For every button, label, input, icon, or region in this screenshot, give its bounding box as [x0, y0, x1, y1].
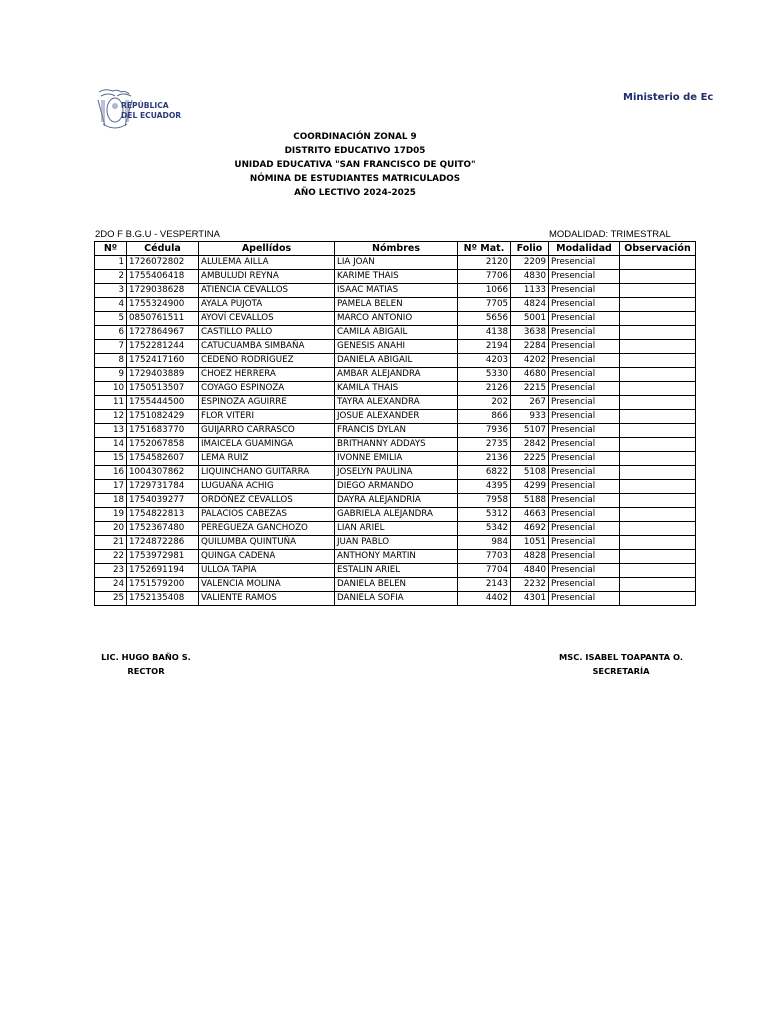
row-enrollment: 2735	[458, 438, 511, 452]
row-surnames: VALIENTE RAMOS	[199, 592, 335, 606]
row-enrollment: 2143	[458, 578, 511, 592]
row-folio: 1051	[511, 536, 549, 550]
row-surnames: FLOR VITERI	[199, 410, 335, 424]
row-number: 6	[95, 326, 127, 340]
row-id: 1751683770	[127, 424, 199, 438]
row-enrollment: 5312	[458, 508, 511, 522]
row-number: 19	[95, 508, 127, 522]
row-modality: Presencial	[549, 312, 620, 326]
row-number: 10	[95, 382, 127, 396]
row-number: 24	[95, 578, 127, 592]
row-folio: 4824	[511, 298, 549, 312]
row-surnames: QUILUMBA QUINTUÑA	[199, 536, 335, 550]
row-number: 23	[95, 564, 127, 578]
row-observation	[620, 256, 696, 270]
table-row	[95, 340, 696, 354]
row-surnames: LEMA RUIZ	[199, 452, 335, 466]
row-folio: 2215	[511, 382, 549, 396]
row-enrollment: 2120	[458, 256, 511, 270]
logo-line-1: REPÚBLICA	[121, 101, 169, 110]
row-folio: 4830	[511, 270, 549, 284]
row-number: 21	[95, 536, 127, 550]
row-observation	[620, 578, 696, 592]
row-modality: Presencial	[549, 410, 620, 424]
row-names: LIAN ARIEL	[335, 522, 458, 536]
row-number: 8	[95, 354, 127, 368]
row-folio: 933	[511, 410, 549, 424]
row-surnames: CASTILLO PALLO	[199, 326, 335, 340]
table-row	[95, 270, 696, 284]
row-observation	[620, 536, 696, 550]
row-names: JUAN PABLO	[335, 536, 458, 550]
col-header-modality: Modalidad	[549, 242, 620, 256]
row-observation	[620, 452, 696, 466]
row-modality: Presencial	[549, 438, 620, 452]
row-enrollment: 7936	[458, 424, 511, 438]
row-surnames: ESPINOZA AGUIRRE	[199, 396, 335, 410]
row-observation	[620, 312, 696, 326]
row-folio: 267	[511, 396, 549, 410]
row-enrollment: 984	[458, 536, 511, 550]
row-folio: 2232	[511, 578, 549, 592]
row-observation	[620, 494, 696, 508]
row-observation	[620, 480, 696, 494]
secretary-name: MSC. ISABEL TOAPANTA O.	[559, 652, 683, 662]
col-header-folio: Folio	[511, 242, 549, 256]
row-number: 16	[95, 466, 127, 480]
row-id: 1750513507	[127, 382, 199, 396]
row-observation	[620, 326, 696, 340]
row-id: 1754039277	[127, 494, 199, 508]
signature-rector	[96, 650, 196, 678]
row-modality: Presencial	[549, 396, 620, 410]
row-names: ANTHONY MARTIN	[335, 550, 458, 564]
row-surnames: VALENCIA MOLINA	[199, 578, 335, 592]
row-folio: 4663	[511, 508, 549, 522]
row-enrollment: 1066	[458, 284, 511, 298]
row-number: 5	[95, 312, 127, 326]
row-number: 2	[95, 270, 127, 284]
row-modality: Presencial	[549, 256, 620, 270]
modality-label: MODALIDAD: TRIMESTRAL	[549, 229, 671, 240]
row-id: 1752067858	[127, 438, 199, 452]
row-modality: Presencial	[549, 284, 620, 298]
row-names: DANIELA BELEN	[335, 578, 458, 592]
row-enrollment: 2136	[458, 452, 511, 466]
row-id: 1752281244	[127, 340, 199, 354]
row-enrollment: 5656	[458, 312, 511, 326]
row-enrollment: 7958	[458, 494, 511, 508]
table-row	[95, 382, 696, 396]
row-id: 1754582607	[127, 452, 199, 466]
row-modality: Presencial	[549, 340, 620, 354]
row-enrollment: 5342	[458, 522, 511, 536]
table-header-row	[95, 242, 696, 256]
col-header-surnames: Apellídos	[199, 242, 335, 256]
col-header-observation: Observación	[620, 242, 696, 256]
row-observation	[620, 564, 696, 578]
table-row	[95, 578, 696, 592]
col-header-number: Nº	[95, 242, 127, 256]
row-enrollment: 7703	[458, 550, 511, 564]
row-number: 22	[95, 550, 127, 564]
table-row	[95, 438, 696, 452]
row-id: 1004307862	[127, 466, 199, 480]
row-modality: Presencial	[549, 424, 620, 438]
row-folio: 4680	[511, 368, 549, 382]
table-row	[95, 494, 696, 508]
row-modality: Presencial	[549, 354, 620, 368]
row-enrollment: 2194	[458, 340, 511, 354]
row-surnames: ATIENCIA CEVALLOS	[199, 284, 335, 298]
row-surnames: GUIJARRO CARRASCO	[199, 424, 335, 438]
row-names: FRANCIS DYLAN	[335, 424, 458, 438]
row-id: 1753972981	[127, 550, 199, 564]
row-id: 1755406418	[127, 270, 199, 284]
row-observation	[620, 508, 696, 522]
table-row	[95, 592, 696, 606]
row-id: 1754822813	[127, 508, 199, 522]
row-modality: Presencial	[549, 298, 620, 312]
row-surnames: COYAGO ESPINOZA	[199, 382, 335, 396]
table-row	[95, 550, 696, 564]
row-folio: 4840	[511, 564, 549, 578]
row-folio: 4299	[511, 480, 549, 494]
row-id: 1752135408	[127, 592, 199, 606]
row-id: 1729038628	[127, 284, 199, 298]
row-surnames: CATUCUAMBA SIMBAÑA	[199, 340, 335, 354]
row-modality: Presencial	[549, 536, 620, 550]
table-row	[95, 536, 696, 550]
row-folio: 2225	[511, 452, 549, 466]
row-number: 12	[95, 410, 127, 424]
row-names: JOSUE ALEXANDER	[335, 410, 458, 424]
row-number: 1	[95, 256, 127, 270]
row-observation	[620, 298, 696, 312]
secretary-role: SECRETARÍA	[592, 666, 650, 676]
row-number: 20	[95, 522, 127, 536]
row-id: 1729731784	[127, 480, 199, 494]
row-id: 1752367480	[127, 522, 199, 536]
row-id: 1724872286	[127, 536, 199, 550]
row-number: 3	[95, 284, 127, 298]
title-district: DISTRITO EDUCATIVO 17D05	[284, 146, 426, 156]
row-id: 1729403889	[127, 368, 199, 382]
row-folio: 4202	[511, 354, 549, 368]
row-folio: 5001	[511, 312, 549, 326]
row-enrollment: 7705	[458, 298, 511, 312]
row-enrollment: 4203	[458, 354, 511, 368]
row-surnames: AMBULUDI REYNA	[199, 270, 335, 284]
row-folio: 3638	[511, 326, 549, 340]
row-names: AMBAR ALEJANDRA	[335, 368, 458, 382]
row-enrollment: 4402	[458, 592, 511, 606]
row-observation	[620, 522, 696, 536]
row-names: DAYRA ALEJANDRÍA	[335, 494, 458, 508]
row-names: PAMELA BELEN	[335, 298, 458, 312]
row-id: 1752417160	[127, 354, 199, 368]
row-number: 11	[95, 396, 127, 410]
row-observation	[620, 340, 696, 354]
row-names: CAMILA ABIGAIL	[335, 326, 458, 340]
row-observation	[620, 466, 696, 480]
table-row	[95, 466, 696, 480]
title-coordination: COORDINACIÓN ZONAL 9	[293, 132, 417, 142]
row-id: 1727864967	[127, 326, 199, 340]
col-header-enrollment: Nº Mat.	[458, 242, 511, 256]
row-names: TAYRA ALEXANDRA	[335, 396, 458, 410]
row-number: 15	[95, 452, 127, 466]
table-row	[95, 564, 696, 578]
rector-name: LIC. HUGO BAÑO S.	[101, 652, 191, 662]
row-folio: 2209	[511, 256, 549, 270]
table-row	[95, 326, 696, 340]
row-observation	[620, 284, 696, 298]
row-modality: Presencial	[549, 564, 620, 578]
row-number: 13	[95, 424, 127, 438]
students-table	[94, 241, 696, 606]
row-names: DANIELA ABIGAIL	[335, 354, 458, 368]
table-row	[95, 522, 696, 536]
title-school-year: AÑO LECTIVO 2024-2025	[294, 188, 416, 198]
row-id: 0850761511	[127, 312, 199, 326]
row-modality: Presencial	[549, 466, 620, 480]
row-names: DIEGO ARMANDO	[335, 480, 458, 494]
row-observation	[620, 270, 696, 284]
row-folio: 4692	[511, 522, 549, 536]
row-enrollment: 6822	[458, 466, 511, 480]
row-folio: 5107	[511, 424, 549, 438]
rector-role: RECTOR	[127, 666, 165, 676]
row-id: 1726072802	[127, 256, 199, 270]
table-row	[95, 410, 696, 424]
row-enrollment: 7704	[458, 564, 511, 578]
row-id: 1751082429	[127, 410, 199, 424]
row-id: 1755324900	[127, 298, 199, 312]
row-enrollment: 7706	[458, 270, 511, 284]
row-enrollment: 4395	[458, 480, 511, 494]
row-surnames: LUGUAÑA ACHIG	[199, 480, 335, 494]
row-surnames: PALACIOS CABEZAS	[199, 508, 335, 522]
logo-wordmark	[121, 101, 181, 121]
row-names: MARCO ANTONIO	[335, 312, 458, 326]
table-row	[95, 368, 696, 382]
table-row	[95, 354, 696, 368]
row-surnames: CHOEZ HERRERA	[199, 368, 335, 382]
table-row	[95, 396, 696, 410]
row-enrollment: 866	[458, 410, 511, 424]
table-row	[95, 424, 696, 438]
row-folio: 2842	[511, 438, 549, 452]
row-number: 14	[95, 438, 127, 452]
row-modality: Presencial	[549, 382, 620, 396]
row-folio: 5188	[511, 494, 549, 508]
row-observation	[620, 592, 696, 606]
row-modality: Presencial	[549, 578, 620, 592]
table-row	[95, 480, 696, 494]
row-number: 25	[95, 592, 127, 606]
table-row	[95, 508, 696, 522]
table-row	[95, 312, 696, 326]
row-modality: Presencial	[549, 550, 620, 564]
row-modality: Presencial	[549, 508, 620, 522]
row-names: KARIME THAIS	[335, 270, 458, 284]
row-enrollment: 2126	[458, 382, 511, 396]
row-names: BRITHANNY ADDAYS	[335, 438, 458, 452]
row-folio: 2284	[511, 340, 549, 354]
row-modality: Presencial	[549, 368, 620, 382]
row-modality: Presencial	[549, 452, 620, 466]
row-names: KAMILA THAIS	[335, 382, 458, 396]
row-names: DANIELA SOFIA	[335, 592, 458, 606]
row-names: IVONNE EMILIA	[335, 452, 458, 466]
row-observation	[620, 368, 696, 382]
row-folio: 4828	[511, 550, 549, 564]
document-titles	[150, 130, 560, 200]
row-names: ISAAC MATIAS	[335, 284, 458, 298]
row-modality: Presencial	[549, 592, 620, 606]
row-modality: Presencial	[549, 270, 620, 284]
title-school: UNIDAD EDUCATIVA "SAN FRANCISCO DE QUITO"	[234, 160, 476, 170]
row-modality: Presencial	[549, 522, 620, 536]
title-roster: NÓMINA DE ESTUDIANTES MATRICULADOS	[249, 174, 461, 184]
signature-secretary	[556, 650, 686, 678]
row-modality: Presencial	[549, 480, 620, 494]
row-id: 1751579200	[127, 578, 199, 592]
row-surnames: ULLOA TAPIA	[199, 564, 335, 578]
row-id: 1752691194	[127, 564, 199, 578]
row-names: ESTALIN ARIEL	[335, 564, 458, 578]
row-observation	[620, 382, 696, 396]
row-folio: 1133	[511, 284, 549, 298]
row-surnames: AYOVÍ CEVALLOS	[199, 312, 335, 326]
row-surnames: CEDEÑO RODRÍGUEZ	[199, 354, 335, 368]
table-row	[95, 452, 696, 466]
row-observation	[620, 396, 696, 410]
row-surnames: ALULEMA AILLA	[199, 256, 335, 270]
row-surnames: QUINGA CADENA	[199, 550, 335, 564]
row-surnames: LIQUINCHANO GUITARRA	[199, 466, 335, 480]
row-names: GABRIELA ALEJANDRA	[335, 508, 458, 522]
col-header-names: Nómbres	[335, 242, 458, 256]
col-header-id: Cédula	[127, 242, 199, 256]
ministry-label: Ministerio de Ec	[623, 92, 714, 103]
row-names: LIA JOAN	[335, 256, 458, 270]
row-observation	[620, 354, 696, 368]
row-names: JOSELYN PAULINA	[335, 466, 458, 480]
row-surnames: ORDÓÑEZ CEVALLOS	[199, 494, 335, 508]
row-number: 18	[95, 494, 127, 508]
row-modality: Presencial	[549, 326, 620, 340]
row-observation	[620, 550, 696, 564]
course-label: 2DO F B.G.U - VESPERTINA	[95, 229, 220, 240]
row-surnames: IMAICELA GUAMINGA	[199, 438, 335, 452]
row-id: 1755444500	[127, 396, 199, 410]
row-number: 7	[95, 340, 127, 354]
row-observation	[620, 438, 696, 452]
row-enrollment: 4138	[458, 326, 511, 340]
row-observation	[620, 424, 696, 438]
row-names: GENESIS ANAHI	[335, 340, 458, 354]
row-surnames: PEREGUEZA GANCHOZO	[199, 522, 335, 536]
table-row	[95, 284, 696, 298]
row-enrollment: 5330	[458, 368, 511, 382]
row-number: 4	[95, 298, 127, 312]
row-observation	[620, 410, 696, 424]
row-modality: Presencial	[549, 494, 620, 508]
row-folio: 4301	[511, 592, 549, 606]
table-row	[95, 298, 696, 312]
row-number: 17	[95, 480, 127, 494]
row-enrollment: 202	[458, 396, 511, 410]
row-surnames: AYALA PUJOTA	[199, 298, 335, 312]
row-folio: 5108	[511, 466, 549, 480]
logo-line-2: DEL ECUADOR	[121, 111, 182, 120]
row-number: 9	[95, 368, 127, 382]
table-row	[95, 256, 696, 270]
